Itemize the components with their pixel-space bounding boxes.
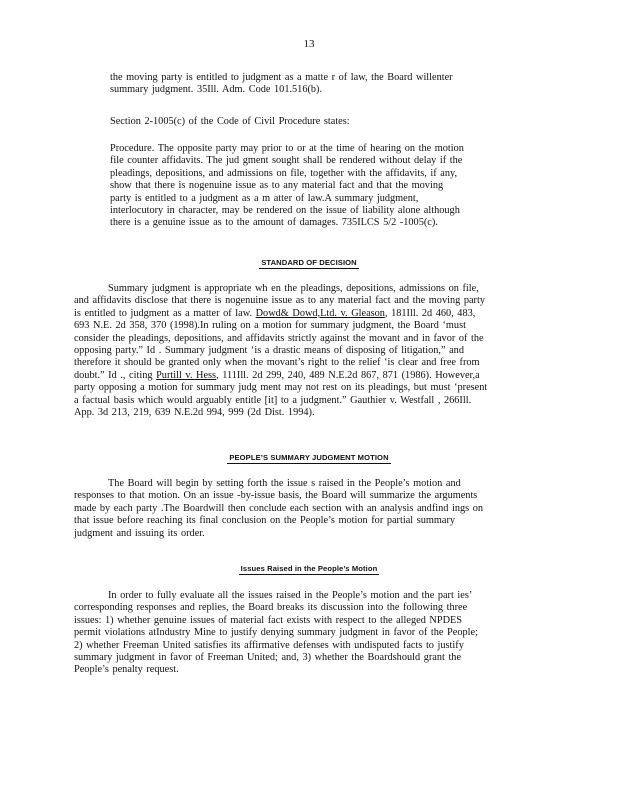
- text-line: file counter affidavits. The jud gment sought shall be rendered without delay if the: [110, 155, 463, 167]
- paragraph-issues: [74, 590, 536, 677]
- heading-peoples-motion: [0, 452, 618, 464]
- text-segment: doubt.” Id ., citing: [74, 369, 153, 381]
- text-line: opposing party.” Id . Summary judgment ‘is a drastic means of disposing of litigation,” and: [74, 345, 464, 357]
- text-line: Section 2-1005(c) of the Code of Civil Procedure states:: [110, 116, 350, 127]
- heading-text: STANDARD OF DECISION: [261, 258, 357, 267]
- paragraph-summary-judgment-rule: [110, 72, 510, 97]
- text-line: pleadings, depositions, and admissions on file, together with the affidavits, if any,: [110, 167, 458, 179]
- text-line: issues: 1) whether genuine issues of material fact exists with respect to the alleged NPDES: [74, 614, 463, 626]
- text-line: interlocutory in character, may be rendered on the issue of liability alone although: [110, 205, 460, 217]
- text-line: judgment and issuing its order.: [74, 527, 205, 539]
- text-line: responses to that motion. On an issue -by-issue basis, the Board will summarize the arguments: [74, 490, 478, 502]
- text-line: the moving party is entitled to judgment as a matte r of law, the Board willenter: [110, 72, 453, 83]
- text-line: party opposing a motion for summary judg ment may not rest on its pleadings, but must ‘present: [74, 382, 488, 394]
- text-line: App. 3d 213, 219, 639 N.E.2d 994, 999 (2d Dist. 1994).: [74, 407, 315, 419]
- text-segment: , 181Ill. 2d 460, 483,: [384, 307, 476, 319]
- text-line: [74, 308, 536, 320]
- text-line: 2) whether Freeman United satisfies its affirmative defenses with undisputed facts to justify: [74, 639, 464, 651]
- text-line: The Board will begin by setting forth the issue s raised in the People’s motion and: [108, 478, 461, 489]
- block-quote-procedure: [110, 143, 510, 230]
- text-line: Summary judgment is appropriate wh en the pleadings, depositions, admissions on file,: [108, 283, 479, 294]
- text-line: therefore it should be granted only when the movant’s right to the relief ‘is clear and free from: [74, 357, 480, 369]
- text-line: summary judgment. 35Ill. Adm. Code 101.516(b).: [110, 84, 323, 96]
- page-number: 13: [303, 38, 315, 50]
- text-line: a factual basis which would arguably entitle [it] to a judgment.” Gauthier v. Westfall , 266Ill.: [74, 394, 472, 406]
- text-line: permit violations atIndustry Mine to justify denying summary judgment in favor of the People;: [74, 627, 478, 639]
- heading-issues-raised: [0, 563, 618, 575]
- paragraph-standard-of-decision: [74, 283, 536, 419]
- text-line: that issue before reaching its final conclusion on the People’s motion for partial summary: [74, 515, 456, 527]
- text-line: there is a genuine issue as to the amount of damages. 735ILCS 5/2 -1005(c).: [110, 217, 438, 229]
- text-segment: , 111Ill. 2d 299, 240, 489 N.E.2d 867, 871 (1986). However,a: [216, 369, 480, 381]
- case-citation-purtill: Purtill v. Hess: [156, 369, 217, 381]
- text-line: consider the pleadings, depositions, and affidavits strictly against the movant and in favor of the: [74, 332, 484, 344]
- paragraph-section-intro: [110, 116, 510, 128]
- text-line: People’s penalty request.: [74, 664, 179, 676]
- text-line: show that there is nogenuine issue as to any material fact and that the moving: [110, 180, 444, 192]
- text-line: summary judgment in favor of Freeman United; and, 3) whether the Boardshould grant the: [74, 652, 462, 664]
- text-line: 693 N.E. 2d 358, 370 (1998).In ruling on a motion for summary judgment, the Board ‘must: [74, 320, 466, 332]
- text-segment: is entitled to judgment as a matter of law.: [74, 307, 253, 319]
- case-citation-dowd: Dowd& Dowd,Ltd. v. Gleason: [255, 307, 385, 319]
- text-line: party is entitled to a judgment as a m atter of law.A summary judgment,: [110, 192, 419, 204]
- text-line: corresponding responses and replies, the Board breaks its discussion into the following three: [74, 602, 468, 614]
- text-line: Procedure. The opposite party may prior to or at the time of hearing on the motion: [110, 143, 464, 154]
- heading-standard-of-decision: [0, 257, 618, 269]
- text-line: and affidavits disclose that there is nogenuine issue as to any material fact and the moving party: [74, 295, 485, 307]
- paragraph-motion-overview: [74, 478, 536, 540]
- text-line: [74, 370, 536, 382]
- text-line: In order to fully evaluate all the issues raised in the People’s motion and the part ies’: [108, 590, 473, 601]
- heading-text: Issues Raised in the People’s Motion: [240, 564, 378, 573]
- heading-text: PEOPLE’S SUMMARY JUDGMENT MOTION: [229, 453, 389, 462]
- text-line: made by each party .The Boardwill then conclude each section with an analysis andfind ings on: [74, 502, 484, 514]
